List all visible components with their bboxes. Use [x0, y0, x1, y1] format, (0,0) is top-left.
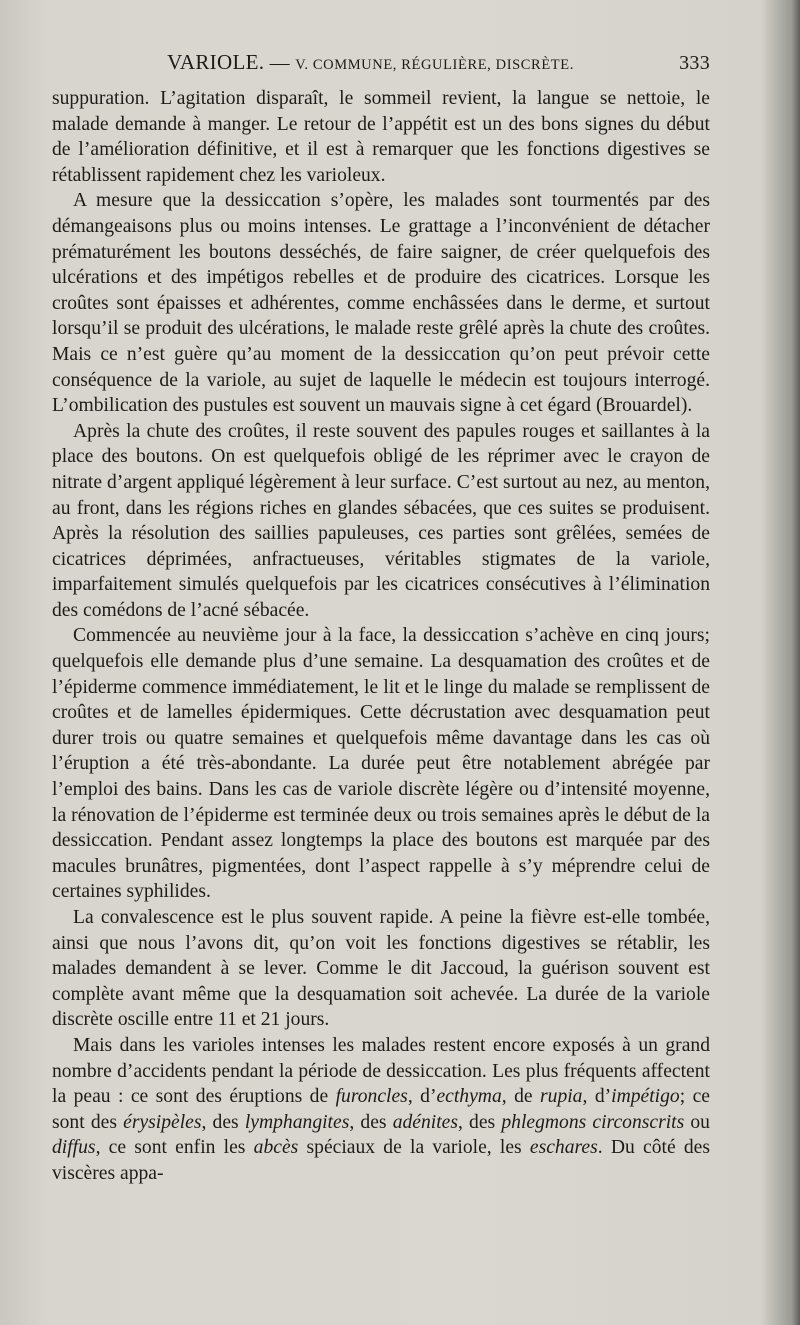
italic-term: lymphangites [244, 1111, 350, 1133]
italic-term: adénites [392, 1111, 458, 1133]
header-subtitle: V. COMMUNE, RÉGULIÈRE, DISCRÈTE. [295, 57, 574, 73]
text-run: , d’ [582, 1086, 612, 1108]
paragraph-3: Après la chute des croûtes, il reste souvent des papules rouges et saillantes à la place des boutons. On est quelquefois obligé de les réprimer avec le crayon de nitrate d’argent appliqué légèrement à leur surface. C’est surtout au nez, au menton, au front, dans les régions riches en glandes sébacées, que ces suites se produisent. Après la résolution des saillies papuleuses, ces parties sont grêlées, semées de cicatrices déprimées, anfractueuses, véritables stigmates de la variole, imparfaitement simulés quelquefois par les cicatrices consécutives à l’élimination des comédons de l’acné sébacée. [52, 420, 710, 621]
paragraph-5: La convalescence est le plus souvent rapide. A peine la fièvre est-elle tombée, ainsi que nous l’avons dit, qu’on voit les fonctions digestives se rétablir, les malades demandent à se lever. Comme le dit Jaccoud, la guérison souvent est complète avant même que la desquamation soit achevée. La durée de la variole discrète oscille entre 11 et 21 jours. [52, 907, 710, 1031]
italic-term: eschares [529, 1137, 598, 1159]
text-run: , des [201, 1111, 245, 1133]
text-run: , des [457, 1111, 502, 1133]
header-title: VARIOLE. [167, 50, 265, 74]
italic-term: diffus [52, 1137, 96, 1159]
italic-term: furoncles [335, 1086, 408, 1108]
paragraph-1: suppuration. L’agitation disparaît, le sommeil revient, la langue se nettoie, le malade demande à manger. Le retour de l’appétit est un des bons signes du début de l’amélioration définitive, et il est à remarquer que les fonctions digestives se rétablissent rapidement chez les varioleux. [52, 88, 710, 186]
text-run: ; ce sont des [52, 1086, 710, 1133]
page-number: 333 [679, 52, 710, 74]
paragraph-6 [52, 1033, 710, 1187]
running-title [52, 50, 669, 75]
italic-term: phlegmons circonscrits [501, 1111, 685, 1133]
header-dash: — [269, 52, 290, 74]
italic-term: érysipèles [123, 1111, 202, 1133]
text-run: ou [684, 1111, 710, 1133]
text-run: Mais dans les varioles intenses les malades restent encore exposés à un grand nombre d’accidents pendant la période de dessiccation. Les plus fréquents affectent la peau : ce sont des éruptions de [52, 1034, 710, 1108]
italic-term: impétigo [611, 1086, 680, 1108]
italic-term: abcès [253, 1137, 299, 1159]
paragraph-4: Commencée au neuvième jour à la face, la dessiccation s’achève en cinq jours; quelquefois elle demande plus d’une semaine. La desquamation des croûtes et de l’épiderme commence immédiatement, le lit et le linge du malade se remplissent de croûtes et de lamelles épidermiques. Cette décrustation avec desquamation peut durer trois ou quatre semaines et quelquefois même davantage dans les cas où l’éruption a été très-abondante. La durée peut être notablement abrégée par l’emploi des bains. Dans les cas de variole discrète légère ou d’intensité moyenne, la rénovation de l’épiderme est terminée deux ou trois semaines après le début de la dessiccation. Pendant assez longtemps la place des boutons est marquée par des macules brunâtres, pigmentées, dont l’aspect rappelle à s’y méprendre celui de certaines syphilides. [52, 625, 710, 903]
text-run: , d’ [407, 1086, 437, 1108]
body-text [52, 86, 710, 1187]
paragraph-2: A mesure que la dessiccation s’opère, les malades sont tourmentés par des démangeaisons plus ou moins intenses. Le grattage a l’inconvénient de détacher prématurément les boutons desséchés, de faire saigner, de créer quelquefois des ulcérations et des impétigos rebelles et de produire des cicatrices. Lorsque les croûtes sont épaisses et adhérentes, comme enchâssées dans le derme, et surtout lorsqu’il se produit des ulcérations, le malade reste grêlé après la chute des croûtes. Mais ce n’est guère qu’au moment de la dessiccation qu’on peut prévoir cette conséquence de la variole, au sujet de laquelle le médecin est toujours interrogé. L’ombilication des pustules est souvent un mauvais signe à cet égard (Brouardel). [52, 190, 710, 417]
text-run: , des [349, 1111, 393, 1133]
text-run: spéciaux de la variole, les [298, 1137, 530, 1159]
text-run: , de [501, 1086, 541, 1108]
running-header [52, 50, 710, 78]
text-run: . Du côté des viscères appa- [52, 1137, 711, 1184]
text-run: , ce sont enfin les [95, 1137, 254, 1159]
italic-term: rupia [540, 1086, 583, 1108]
italic-term: ecthyma [436, 1086, 502, 1108]
